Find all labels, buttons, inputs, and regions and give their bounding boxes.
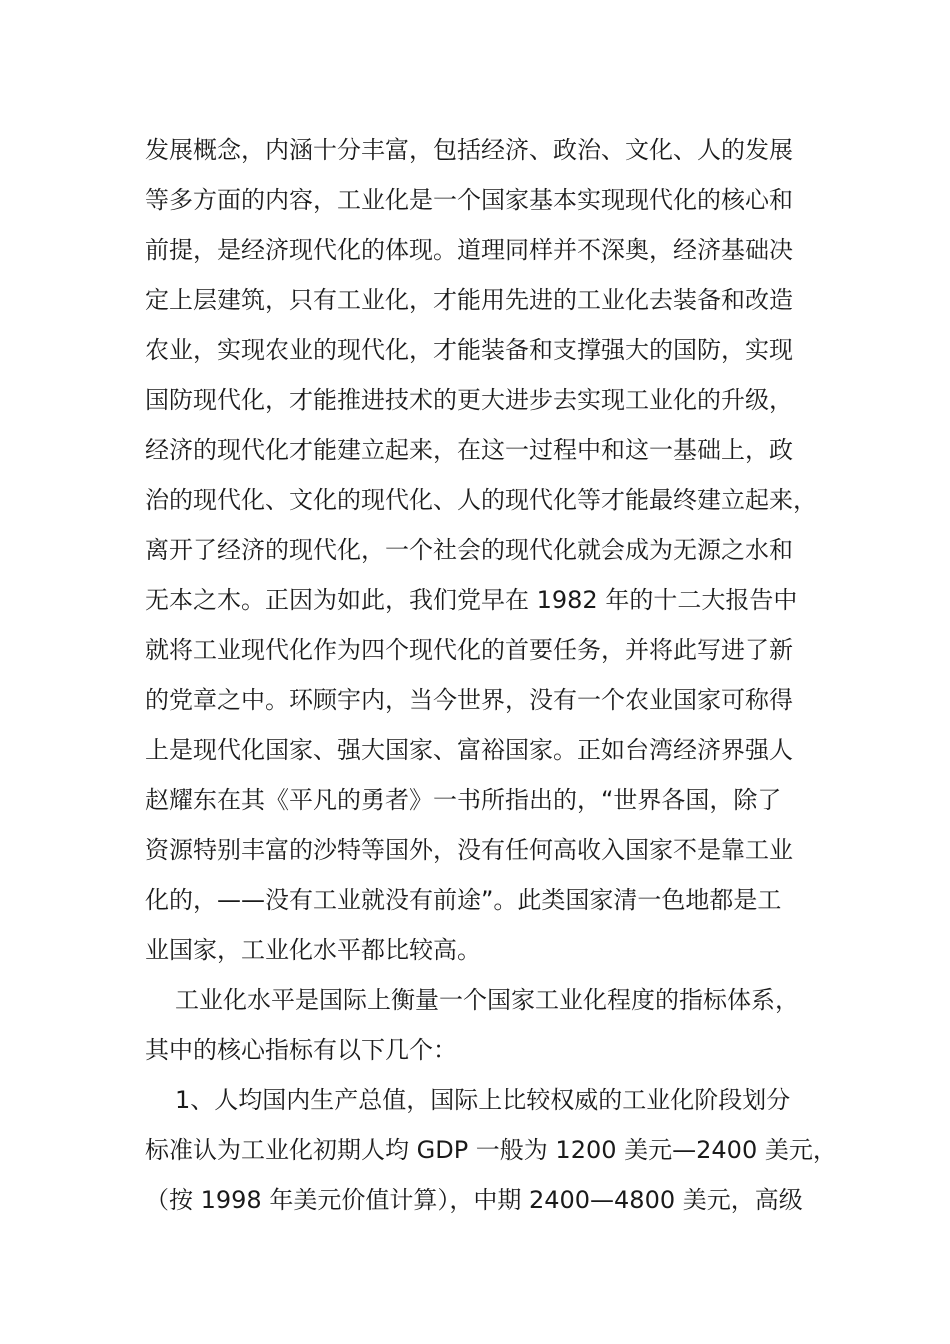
text-line: 上是现代化国家、强大国家、富裕国家。正如台湾经济界强人 — [145, 736, 793, 764]
text-line: 等多方面的内容，工业化是一个国家基本实现现代化的核心和 — [145, 186, 793, 214]
text-line: 发展概念，内涵十分丰富，包括经济、政治、文化、人的发展 — [145, 136, 793, 164]
text-line: 业国家，工业化水平都比较高。 — [145, 936, 481, 964]
text-line: 无本之木。正因为如此，我们党早在 1982 年的十二大报告中 — [145, 586, 798, 614]
text-line: 化的，——没有工业就没有前途”。此类国家清一色地都是工 — [145, 886, 782, 914]
text-line: 标准认为工业化初期人均 GDP 一般为 1200 美元—2400 美元， — [145, 1136, 837, 1164]
text-line: 离开了经济的现代化，一个社会的现代化就会成为无源之水和 — [145, 536, 793, 564]
text-line: 其中的核心指标有以下几个： — [145, 1036, 457, 1064]
text-line: 治的现代化、文化的现代化、人的现代化等才能最终建立起来， — [145, 486, 817, 514]
paragraph-first-line: 工业化水平是国际上衡量一个国家工业化程度的指标体系， — [175, 986, 799, 1014]
text-line: 赵耀东在其《平凡的勇者》一书所指出的，“世界各国，除了 — [145, 786, 782, 814]
text-line: 前提，是经济现代化的体现。道理同样并不深奥，经济基础决 — [145, 236, 793, 264]
text-line: 的党章之中。环顾宇内，当今世界，没有一个农业国家可称得 — [145, 686, 793, 714]
text-line: 资源特别丰富的沙特等国外，没有任何高收入国家不是靠工业 — [145, 836, 793, 864]
text-line: （按 1998 年美元价值计算），中期 2400—4800 美元，高级 — [145, 1186, 803, 1214]
text-line: 农业，实现农业的现代化，才能装备和支撑强大的国防，实现 — [145, 336, 793, 364]
paragraph-first-line: 1、人均国内生产总值，国际上比较权威的工业化阶段划分 — [175, 1086, 791, 1114]
text-line: 定上层建筑，只有工业化，才能用先进的工业化去装备和改造 — [145, 286, 793, 314]
text-line: 经济的现代化才能建立起来，在这一过程中和这一基础上，政 — [145, 436, 793, 464]
text-line: 国防现代化，才能推进技术的更大进步去实现工业化的升级， — [145, 386, 793, 414]
text-line: 就将工业现代化作为四个现代化的首要任务，并将此写进了新 — [145, 636, 793, 664]
